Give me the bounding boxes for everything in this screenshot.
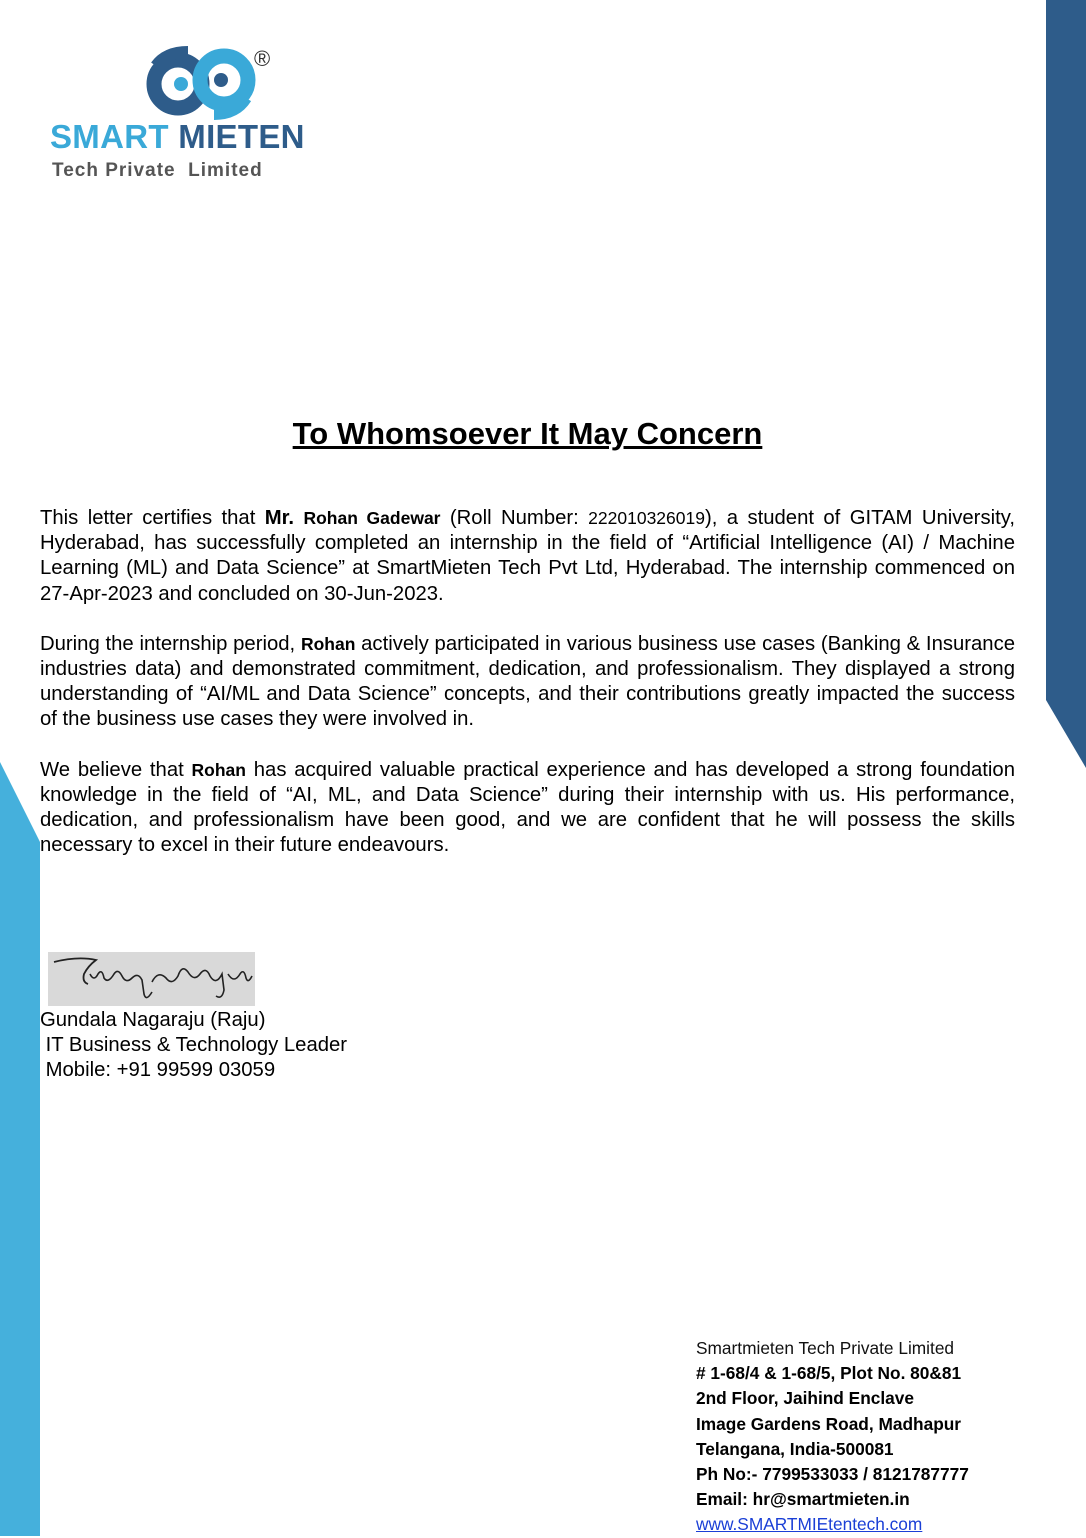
p2-text-1: During the internship period,	[40, 632, 301, 655]
right-accent-stripe	[1046, 0, 1086, 768]
signer-name: Gundala Nagaraju (Raju)	[40, 1009, 266, 1031]
p2-student-name: Rohan	[300, 633, 356, 654]
signer-block	[40, 1008, 347, 1084]
paragraph-2	[40, 632, 1015, 733]
address-line3: Image Gardens Road, Madhapur	[696, 1413, 962, 1434]
p1-roll-number: 222010326019	[588, 508, 705, 528]
p3-text-2: has acquired valuable practical experience and has developed a strong foundation knowledge in the field of “AI, ML, and Data Science” during their internship with us. His performance, dedication, and professionalism have been good, and we are confident that he will possess the skills necessary to excel in their future endeavours.	[40, 758, 1015, 857]
address-line2: 2nd Floor, Jaihind Enclave	[696, 1388, 914, 1409]
signer-mobile: Mobile: +91 99599 03059	[40, 1059, 276, 1082]
handwritten-signature-icon	[48, 952, 255, 1006]
letter-title: To Whomsoever It May Concern	[292, 416, 763, 451]
p3-student-name: Rohan	[191, 759, 246, 780]
left-accent-stripe	[0, 762, 40, 1536]
company-address	[696, 1336, 1026, 1538]
p2-text-2: actively participated in various business use cases (Banking & Insurance industries data) and demonstrated commitment, dedication, and professionalism. They displayed a strong understanding of “AI/ML and Data Science” concepts, and their contributions greatly impacted the success of the business use cases they were involved in.	[40, 632, 1015, 731]
address-phone: Ph No:- 7799533033 / 8121787777	[696, 1464, 969, 1485]
p1-text-3: ), a student of GITAM University, Hyderabad, has successfully completed an internship in the field of “Artificial Intelligence (AI) / Machine Learning (ML) and Data Science” at SmartMieten Tech Pvt Ltd, Hyderabad. The internship commenced on 27-Apr-2023 and concluded on 30-Jun-2023.	[40, 507, 1015, 605]
p3-text-1: We believe that	[40, 758, 192, 781]
letter-body	[40, 506, 1015, 883]
address-line1: # 1-68/4 & 1-68/5, Plot No. 80&81	[696, 1363, 962, 1384]
address-website-link[interactable]: www.SMARTMIEtentech.com	[696, 1514, 923, 1535]
company-logo	[48, 44, 358, 194]
logo-brand-name	[50, 118, 305, 156]
paragraph-1	[40, 506, 1015, 607]
logo-brand-part2: MIETEN	[178, 118, 305, 155]
address-line4: Telangana, India-500081	[696, 1438, 894, 1459]
address-company: Smartmieten Tech Private Limited	[696, 1338, 955, 1358]
logo-mark-icon	[48, 44, 288, 124]
signature-image	[48, 952, 255, 1006]
p1-student-name: Rohan Gadewar	[303, 508, 441, 528]
registered-mark: ®	[254, 46, 271, 71]
p1-text-1: This letter certifies that	[40, 507, 265, 529]
signer-role: IT Business & Technology Leader	[40, 1034, 348, 1057]
logo-brand-part1: SMART	[50, 118, 169, 155]
p1-text-2: (Roll Number:	[440, 507, 589, 529]
logo-subtitle: Tech Private Limited	[52, 160, 263, 181]
paragraph-3	[40, 758, 1015, 859]
address-email: Email: hr@smartmieten.in	[696, 1489, 910, 1510]
p1-honorific: Mr.	[264, 507, 295, 529]
